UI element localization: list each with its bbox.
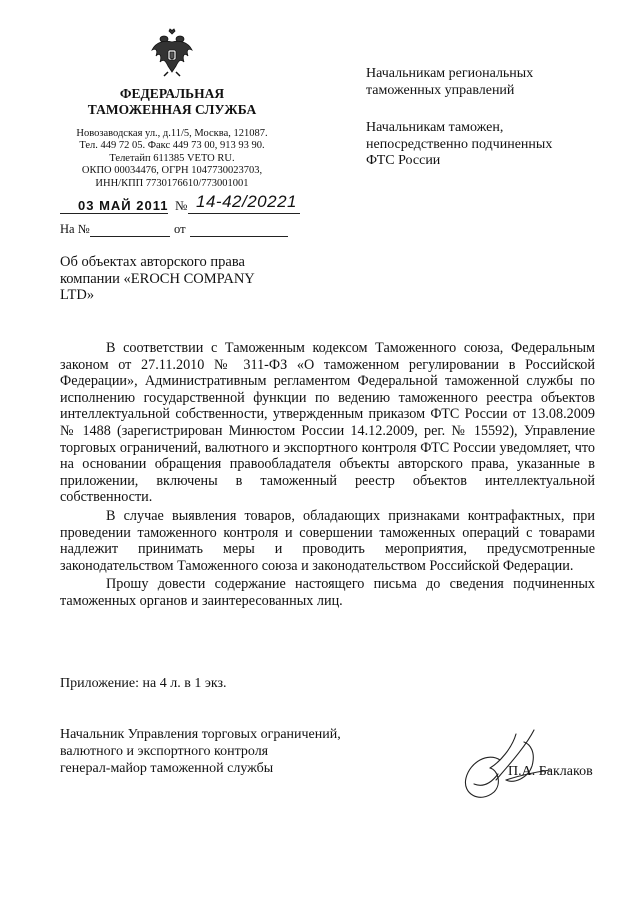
- signatory-line: валютного и экспортного контроля: [60, 744, 269, 759]
- subject-line: LTD»: [60, 287, 95, 303]
- letter-date: 03 МАЙ 2011: [78, 198, 169, 213]
- addressee-line: Начальникам таможен,: [366, 120, 504, 135]
- reference-date-label: от: [174, 222, 186, 236]
- address-line: Новозаводская ул., д.11/5, Москва, 121087.: [76, 128, 268, 139]
- organization-address: [50, 128, 294, 190]
- addressee-line: Начальникам региональных: [366, 66, 534, 81]
- address-line: Телетайп 611385 VETO RU.: [109, 152, 235, 164]
- reference-date-blank: [190, 236, 288, 237]
- body-paragraph: В соответствии с Таможенным кодексом Таможенного союза, Федеральным законом от 27.11.2010 № 311-ФЗ «О таможенном регулировании в Российской Федерации», Административным регламентом Федеральной таможенной службы по исполнению государственной функции по ведению таможенного реестра объектов интеллектуальной собственности, утвержденным приказом ФТС России от 13.08.2009 № 1488 (зарегистрирован Минюстом России 14.12.2009, рег. № 15592), Управление торговых ограничений, валютного и экспортного контроля ФТС России уведомляет, что на основании обращения правообладателя объекты авторского права, указанные в приложении, включены в таможенный реестр объектов интеллектуальной собственности.: [60, 340, 595, 506]
- addressee-line: таможенных управлений: [366, 82, 515, 98]
- reference-line: [60, 222, 300, 240]
- subject-line: компании «EROCH COMPANY: [60, 270, 255, 287]
- double-headed-eagle-icon: [150, 28, 194, 78]
- org-name-line2: ТАМОЖЕННАЯ СЛУЖБА: [87, 102, 257, 117]
- signatory-line: генерал-майор таможенной службы: [60, 761, 274, 776]
- org-name-line1: ФЕДЕРАЛЬНАЯ: [119, 86, 225, 101]
- address-line: Тел. 449 72 05. Факс 449 73 00, 913 93 90.: [79, 140, 265, 152]
- reference-number-blank: [90, 236, 170, 237]
- addressee-regional: [366, 66, 596, 99]
- signatory-line: Начальник Управления торговых ограничений,: [60, 727, 341, 742]
- attachment-note: Приложение: на 4 л. в 1 экз.: [60, 676, 227, 691]
- addressee-line: непосредственно подчиненных: [366, 136, 553, 152]
- organization-name: [60, 86, 284, 118]
- date-underline: [60, 213, 168, 214]
- body-paragraph: В случае выявления товаров, обладающих признаками контрафактных, при проведении таможенного контроля и совершении таможенных операций с товарами надлежит принимать меры и проводить мероприятия, предусмотренные законодательством Таможенного союза и законодательством Российской Федерации.: [60, 507, 595, 574]
- signatory-name: П.А. Баклаков: [508, 764, 593, 779]
- body-paragraph: Прошу довести содержание настоящего письма до сведения подчиненных таможенных органов и заинтересованных лиц.: [60, 576, 595, 609]
- addressee-line: ФТС России: [366, 153, 441, 168]
- letter-body: [60, 340, 595, 612]
- date-number-line: [60, 192, 300, 216]
- signatory-title: [60, 726, 390, 777]
- letter-subject: [60, 254, 300, 304]
- addressee-customs: [366, 120, 596, 170]
- address-line: ОКПО 00034476, ОГРН 1047730023703,: [81, 165, 263, 177]
- reference-number-label: На №: [60, 222, 90, 236]
- number-underline: [188, 213, 300, 214]
- number-label: №: [175, 198, 188, 213]
- letter-number: 14-42/20221: [196, 192, 297, 211]
- subject-line: Об объектах авторского права: [60, 254, 245, 270]
- address-line: ИНН/КПП 7730176610/773001001: [95, 177, 249, 189]
